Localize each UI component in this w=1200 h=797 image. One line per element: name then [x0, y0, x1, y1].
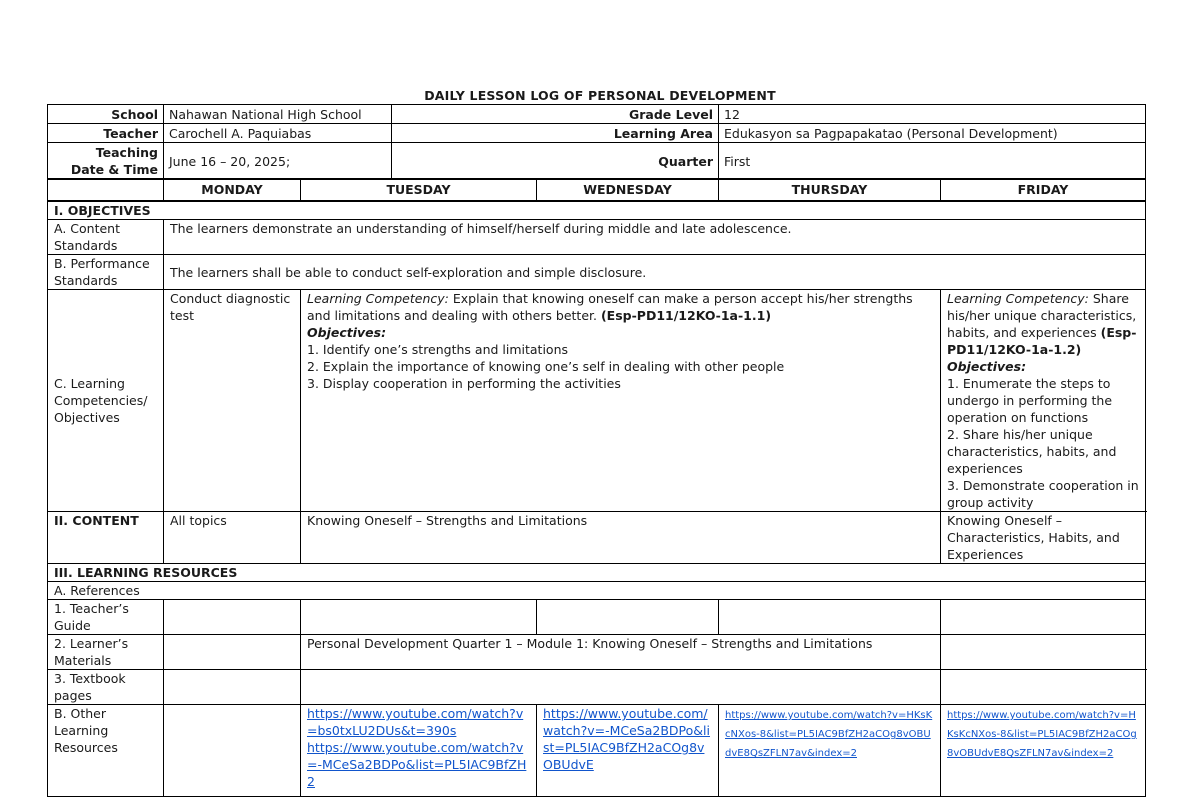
friday-link[interactable]: https://www.youtube.com/watch?v=HKsKcNXos-8&list=PL5IAC9BfZH2aCOg8vOBUdvE8QsZFLN7av&index=2: [947, 710, 1137, 759]
content-standards-value: The learners demonstrate an understanding of himself/herself during middle and late adolescence.: [164, 220, 1146, 255]
tue-wed-objectives-label: Objectives:: [307, 325, 387, 340]
quarter-label: Quarter: [392, 143, 719, 180]
day-wednesday: WEDNESDAY: [537, 179, 719, 201]
day-friday: FRIDAY: [941, 179, 1146, 201]
or-wednesday: [537, 705, 719, 797]
tg-tuesday: [301, 600, 537, 635]
thu-fri-code: (Esp-PD11/12KO-1a-1.2): [947, 325, 1137, 357]
tb-tue-wed: [301, 670, 941, 705]
header-table: [47, 104, 1146, 180]
thu-fri-content: Knowing Oneself – Characteristics, Habits, and Experiences: [941, 512, 1146, 564]
thursday-link[interactable]: https://www.youtube.com/watch?v=HKsKcNXos-8&list=PL5IAC9BfZH2aCOg8vOBUdvE8QsZFLN7av&index=2: [725, 710, 933, 759]
content-standards-label: A. Content Standards: [48, 220, 164, 255]
textbook-pages-label: 3. Textbook pages: [48, 670, 164, 705]
school-label: School: [48, 105, 164, 124]
tuesday-link-1[interactable]: https://www.youtube.com/watch?v=bs0txLU2DUs&t=390s: [307, 706, 524, 738]
learning-area-value: Edukasyon sa Pagpapakatao (Personal Development): [719, 124, 1146, 143]
grade-level-value: 12: [719, 105, 1146, 124]
quarter-value: First: [719, 143, 1146, 180]
days-table: [47, 178, 1146, 202]
thu-fri-objective-3: 3. Demonstrate cooperation in group activity: [947, 478, 1139, 510]
datetime-label: [48, 143, 164, 180]
wednesday-link[interactable]: https://www.youtube.com/watch?v=-MCeSa2BDPo&list=PL5IAC9BfZH2aCOg8vOBUdvE: [543, 706, 710, 772]
grade-level-label: Grade Level: [392, 105, 719, 124]
tb-monday: [164, 670, 301, 705]
thu-fri-lc-label: Learning Competency:: [947, 291, 1089, 306]
lm-tue-wed: Personal Development Quarter 1 – Module 1: Knowing Oneself – Strengths and Limitations: [301, 635, 941, 670]
or-monday: [164, 705, 301, 797]
teachers-guide-label: 1. Teacher’s Guide: [48, 600, 164, 635]
performance-standards-value: The learners shall be able to conduct self-exploration and simple disclosure.: [164, 255, 1146, 290]
days-corner: [48, 179, 164, 201]
other-resources-label-text: B. Other Learning Resources: [54, 706, 118, 755]
tb-thu-fri: [941, 670, 1146, 705]
teacher-value: Carochell A. Paquiabas: [164, 124, 392, 143]
tue-wed-lc-text: Explain that knowing oneself can make a person accept his/her strengths and limitations and dealing with others better.: [307, 291, 913, 323]
tue-wed-competency: [301, 290, 941, 512]
school-value: Nahawan National High School: [164, 105, 392, 124]
other-resources-label: [48, 705, 164, 797]
tue-wed-content: Knowing Oneself – Strengths and Limitations: [301, 512, 941, 564]
learning-area-label: Learning Area: [392, 124, 719, 143]
thu-fri-objective-1: 1. Enumerate the steps to undergo in performing the operation on functions: [947, 376, 1113, 425]
day-thursday: THURSDAY: [719, 179, 941, 201]
performance-standards-label: B. Performance Standards: [48, 255, 164, 290]
tue-wed-objective-3: 3. Display cooperation in performing the activities: [307, 376, 621, 391]
document-title: DAILY LESSON LOG OF PERSONAL DEVELOPMENT: [424, 88, 776, 103]
monday-competency: Conduct diagnostic test: [164, 290, 301, 512]
lm-thu-fri: [941, 635, 1146, 670]
tue-wed-code: (Esp-PD11/12KO-1a-1.1): [600, 308, 772, 323]
tue-wed-objective-1: 1. Identify one’s strengths and limitations: [307, 342, 569, 357]
tg-wednesday: [537, 600, 719, 635]
thu-fri-competency: [941, 290, 1146, 512]
tue-wed-lc-label: Learning Competency:: [307, 291, 449, 306]
datetime-label-line2: Date & Time: [70, 162, 158, 177]
datetime-value: June 16 – 20, 2025;: [164, 143, 392, 180]
or-friday: [941, 705, 1146, 797]
learning-competencies-label: C. Learning Competencies/ Objectives: [48, 290, 164, 512]
datetime-label-line1: Teaching: [95, 145, 158, 160]
lm-monday: [164, 635, 301, 670]
or-tuesday: [301, 705, 537, 797]
day-tuesday: TUESDAY: [301, 179, 537, 201]
day-monday: MONDAY: [164, 179, 301, 201]
learning-resources-heading: III. LEARNING RESOURCES: [48, 564, 1146, 582]
content-heading: II. CONTENT: [48, 512, 164, 564]
monday-content: All topics: [164, 512, 301, 564]
tuesday-link-2[interactable]: https://www.youtube.com/watch?v=-MCeSa2BDPo&list=PL5IAC9BfZH2: [307, 740, 527, 789]
thu-fri-objective-2: 2. Share his/her unique characteristics, habits, and experiences: [947, 427, 1117, 476]
thu-fri-objectives-label: Objectives:: [947, 359, 1027, 374]
tg-monday: [164, 600, 301, 635]
lesson-log-table: [47, 201, 1146, 797]
tg-friday: [941, 600, 1146, 635]
teacher-label: Teacher: [48, 124, 164, 143]
references-label: A. References: [48, 582, 1146, 600]
objectives-heading: I. OBJECTIVES: [48, 202, 1146, 220]
thu-fri-lc-text: Share his/her unique characteristics, habits, and experiences: [947, 291, 1137, 340]
learners-materials-label: 2. Learner’s Materials: [48, 635, 164, 670]
tg-thursday: [719, 600, 941, 635]
or-thursday: [719, 705, 941, 797]
tue-wed-objective-2: 2. Explain the importance of knowing one’s self in dealing with other people: [307, 359, 785, 374]
